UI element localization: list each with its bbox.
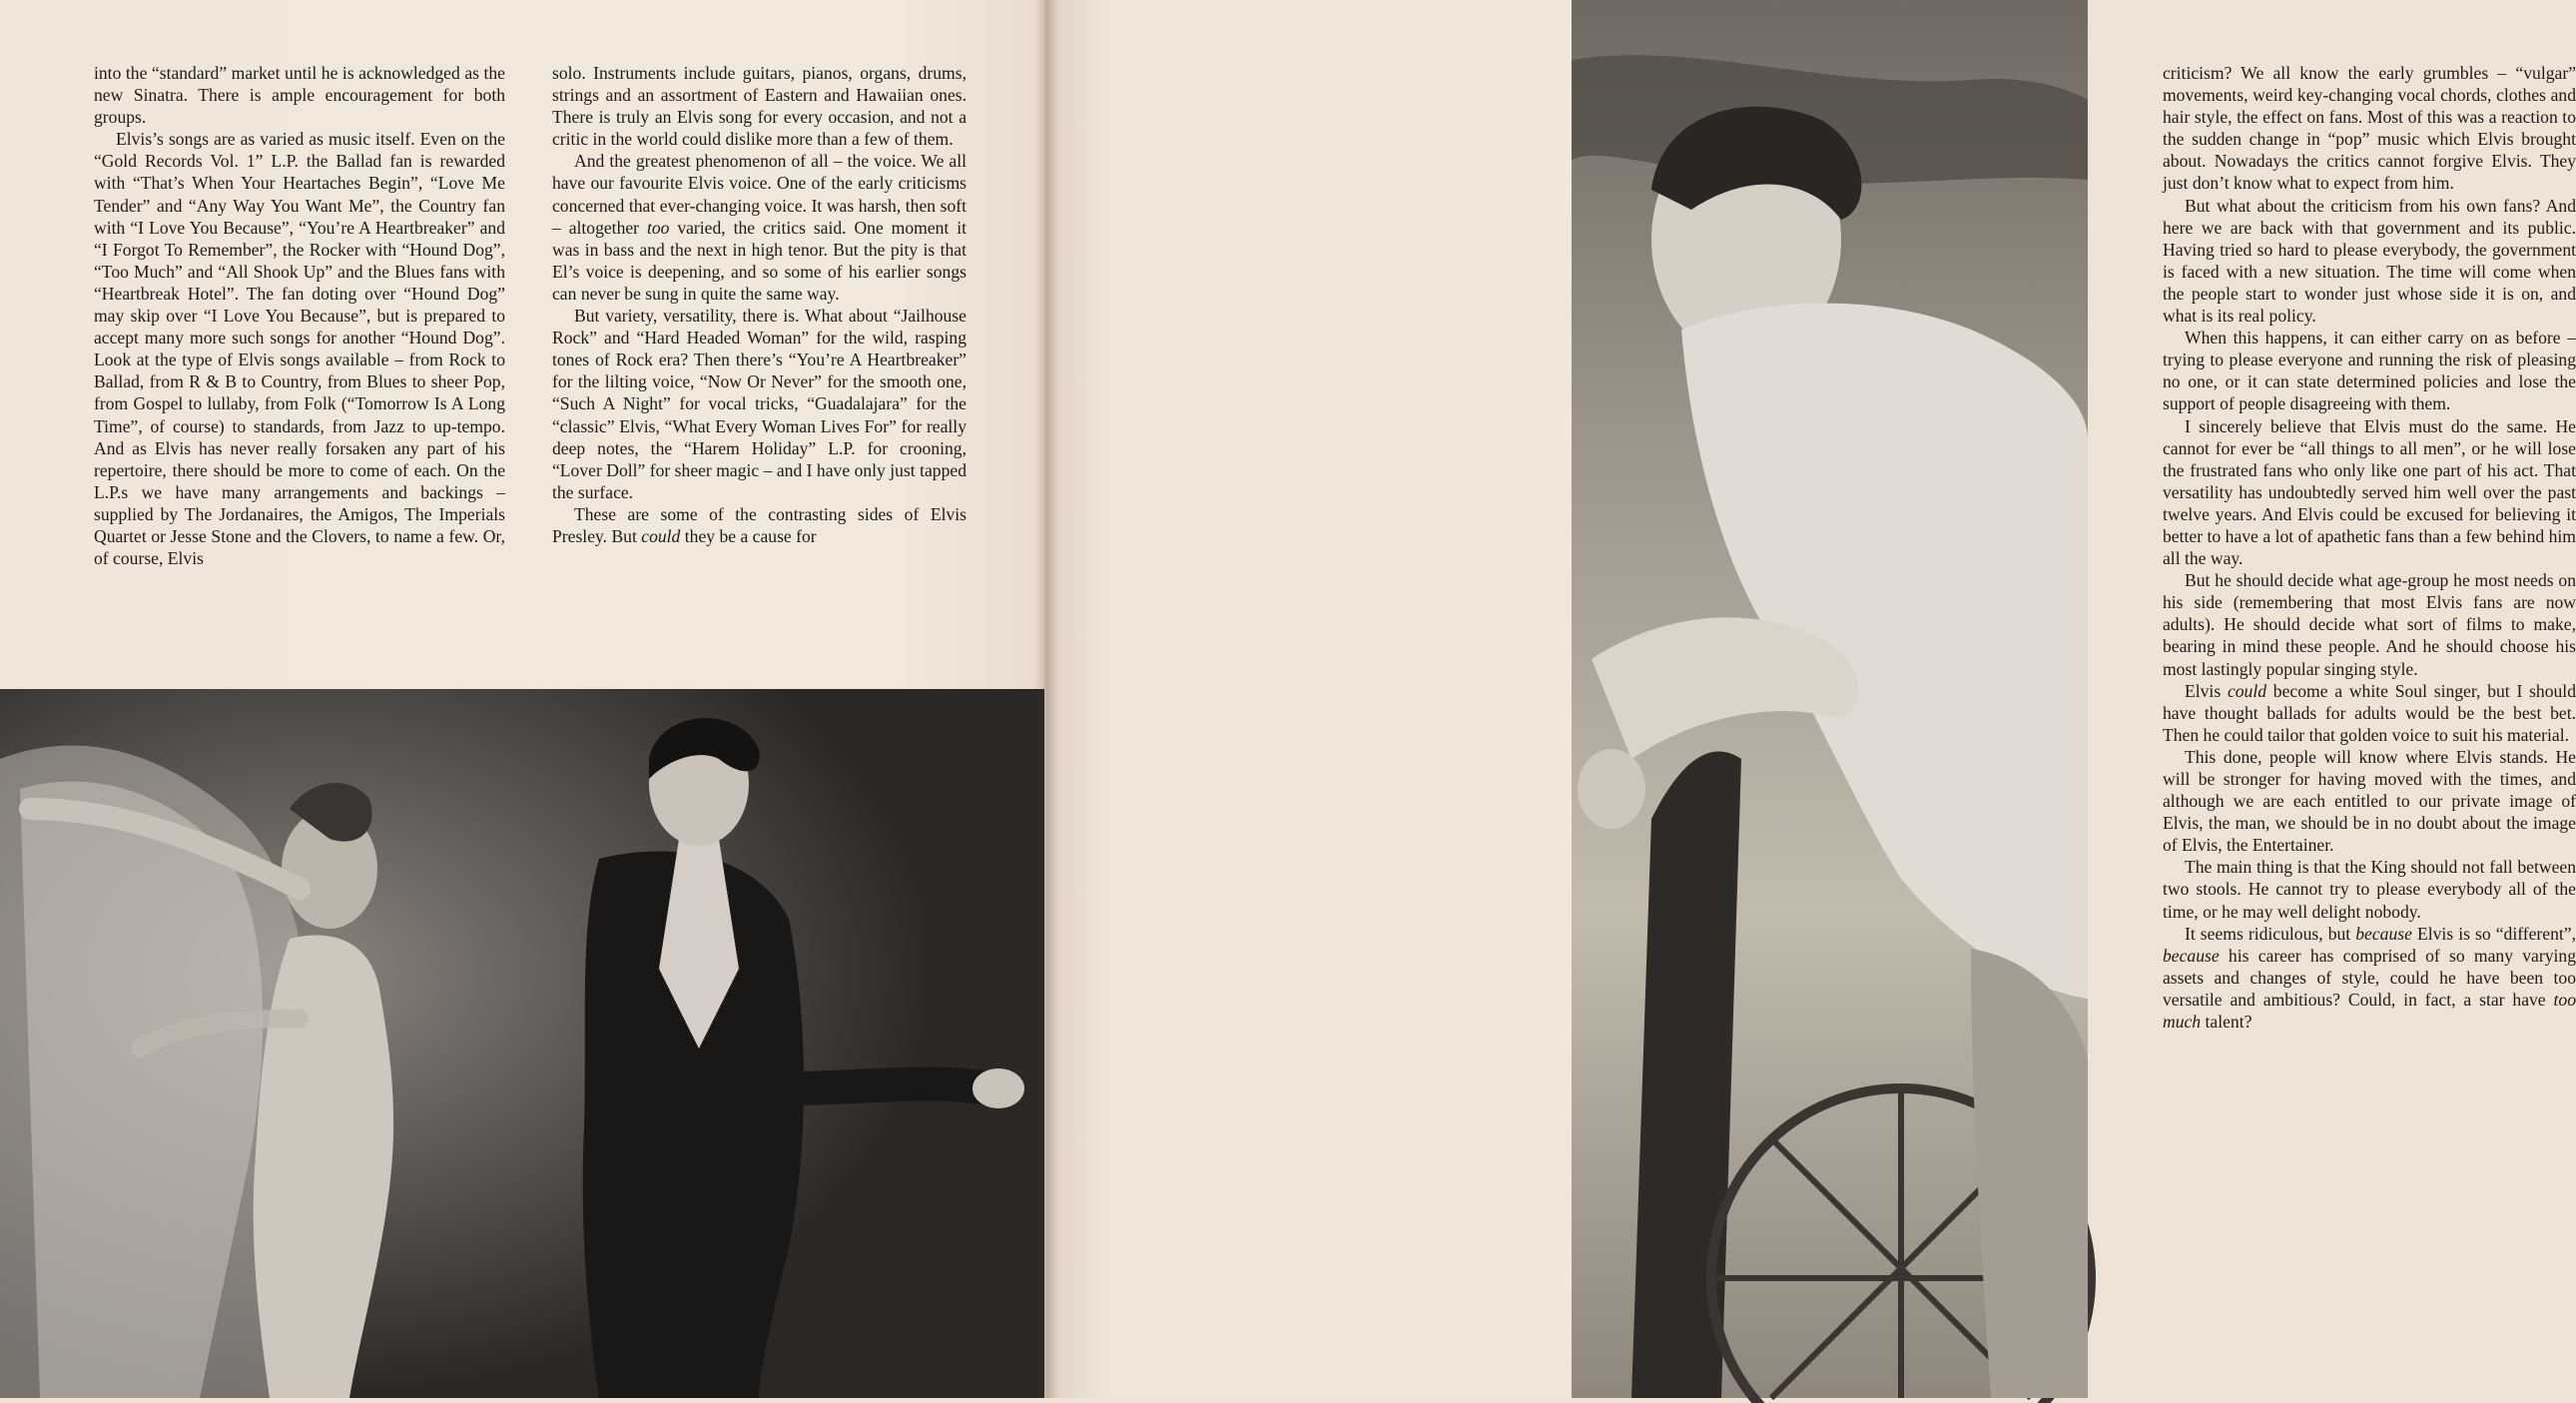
article-paragraph xyxy=(552,62,966,150)
article-paragraph xyxy=(2163,62,2576,195)
article-paragraph xyxy=(2163,195,2576,328)
paragraph-text: they be a cause for xyxy=(680,525,817,546)
paragraph-text: This done, people will know where Elvis stands. He will be stronger for having moved with the times, and although we are each entitled to our private image of Elvis, the man, we should be in no doubt about the image of Elvis, the Entertainer. xyxy=(2163,746,2576,856)
paragraph-text: Elvis is so “different”, xyxy=(2411,923,2576,944)
paragraph-text: become a white Soul singer, but I should have thought ballads for adults would be the best bet. Then he could tailor that golden voice to suit his material. xyxy=(2163,680,2576,745)
paragraph-text: into the “standard” market until he is acknowledged as the new Sinatra. There is ample encouragement for both groups. xyxy=(94,63,505,128)
left-page xyxy=(0,0,1044,1398)
article-paragraph xyxy=(2163,856,2576,922)
emphasis-text: because xyxy=(2355,923,2412,944)
paragraph-text: Elvis’s songs are as varied as music itself. Even on the “Gold Records Vol. 1” L.P. the Ballad fan is rewarded with “That’s When Your Heartaches Begin”, “Love Me Tender” and “Any Way You Want Me”, the Country fan with “I Love You Because”, “You’re A Heartbreaker” and “I Forgot To Remember”, the Rocker with “Hound Dog”, “Too Much” and “All Shook Up” and the Blues fans with “Heartbreak Hotel”. The fan doting over “Hound Dog” may skip over “I Love You Because”, but is prepared to accept many more such songs for another “Hound Dog”. Look at the type of Elvis songs available – from Rock to Ballad, from R & B to Country, from Blues to sheer Pop, from Gospel to lullaby, from Folk (“Tomorrow Is A Long Time”, of course) to standards, from Jazz to up-tempo. And as Elvis has never really forsaken any part of his repertoire, there should be more to come of each. On the L.P.s we have many arrangements and backings – supplied by The Jordanaires, the Amigos, The Imperials Quartet or Jesse Stone and the Clovers, to name a few. Or, of course, Elvis xyxy=(94,129,505,569)
article-paragraph xyxy=(2163,327,2576,414)
article-column-3 xyxy=(2163,62,2576,1033)
paragraph-text: his career has comprised of so many varying assets and changes of style, could he have been too versatile and ambitious? Could, in fact, a star have xyxy=(2163,945,2576,1010)
article-paragraph xyxy=(2163,569,2576,679)
paragraph-text: It seems ridiculous, but xyxy=(2185,923,2356,944)
paragraph-text: And the greatest phenomenon of all – the voice. We all have our favourite Elvis voice. One of the early criticisms concerned that ever-changing voice. It was harsh, then soft – altogether xyxy=(552,151,966,238)
emphasis-text: could xyxy=(2227,680,2267,701)
article-paragraph xyxy=(2163,680,2576,746)
article-paragraph xyxy=(552,503,966,547)
paragraph-text: varied, the critics said. One moment it was in bass and the next in high tenor. But the pity is that El’s voice is deepening, and so some of his earlier songs can never be sung in quite the same way. xyxy=(552,217,967,304)
article-column-1 xyxy=(94,62,505,569)
article-paragraph xyxy=(2163,746,2576,856)
paragraph-text: Elvis xyxy=(2185,680,2228,701)
emphasis-text: too much xyxy=(2163,989,2576,1033)
emphasis-text: too xyxy=(646,217,670,238)
paragraph-text: But what about the criticism from his own fans? And here we are back with that government and its public. Having tried so hard to please everybody, the government is faced with a new situation. The time will come when the people start to wonder just whose side it is on, and what is its real policy. xyxy=(2163,195,2576,327)
paragraph-text: But variety, versatility, there is. What about “Jailhouse Rock” and “Hard Headed Woman” for the wild, rasping tones of Rock era? Then there’s “You’re A Heartbreaker” for the lilting voice, “Now Or Never” for the smooth one, “Such A Night” for vocal tricks, “Guadalajara” for the “classic” Elvis, “What Every Woman Lives For” for really deep notes, the “Harem Holiday” L.P. for crooning, “Lover Doll” for sheer magic – and I have only just tapped the surface. xyxy=(552,306,966,502)
article-paragraph xyxy=(94,128,505,569)
emphasis-text: because xyxy=(2163,945,2220,966)
paragraph-text: These are some of the contrasting sides of Elvis Presley. But xyxy=(552,503,966,546)
paragraph-text: solo. Instruments include guitars, pianos, organs, drums, strings and an assortment of Eastern and Hawaiian ones. There is truly an Elvis song for every occasion, and not a critic in the world could dislike more than a few of them. xyxy=(552,63,966,150)
article-column-2 xyxy=(552,62,966,547)
photo-dancer-and-elvis xyxy=(0,689,1044,1398)
photo-elvis-on-cart-image xyxy=(1572,0,2088,1398)
article-paragraph xyxy=(552,150,966,305)
article-paragraph xyxy=(94,62,505,128)
paragraph-text: talent? xyxy=(2201,1012,2253,1033)
article-paragraph xyxy=(2163,415,2576,570)
photo-elvis-on-cart xyxy=(1572,0,2088,1398)
paragraph-text: I sincerely believe that Elvis must do the same. He cannot for ever be “all things to all men”, or he will lose the frustrated fans who only like one part of his act. That versatility has undoubtedly served him well over the past twelve years. And Elvis could be excused for believing it better to have a lot of apathetic fans than a few behind him all the way. xyxy=(2163,415,2576,569)
paragraph-text: When this happens, it can either carry on as before – trying to please everyone and running the risk of pleasing no one, or it can state determined policies and lose the support of people disagreeing with them. xyxy=(2163,328,2576,414)
paragraph-text: criticism? We all know the early grumbles – “vulgar” movements, weird key-changing vocal chords, clothes and hair style, the effect on fans. Most of this was a reaction to the sudden change in “pop” music which Elvis brought about. Nowadays the critics cannot forgive Elvis. They just don’t know what to expect from him. xyxy=(2163,63,2576,194)
article-paragraph xyxy=(552,305,966,503)
paragraph-text: The main thing is that the King should not fall between two stools. He cannot try to please everybody all of the time, or he may well delight nobody. xyxy=(2163,857,2576,922)
emphasis-text: could xyxy=(641,525,681,546)
article-paragraph xyxy=(2163,923,2576,1033)
paragraph-text: But he should decide what age-group he most needs on his side (remembering that most Elvis fans are now adults). He should decide what sort of films to make, bearing in mind these people. And he should choose his most lastingly popular singing style. xyxy=(2163,570,2576,679)
photo-dancer-and-elvis-image xyxy=(0,689,1044,1398)
